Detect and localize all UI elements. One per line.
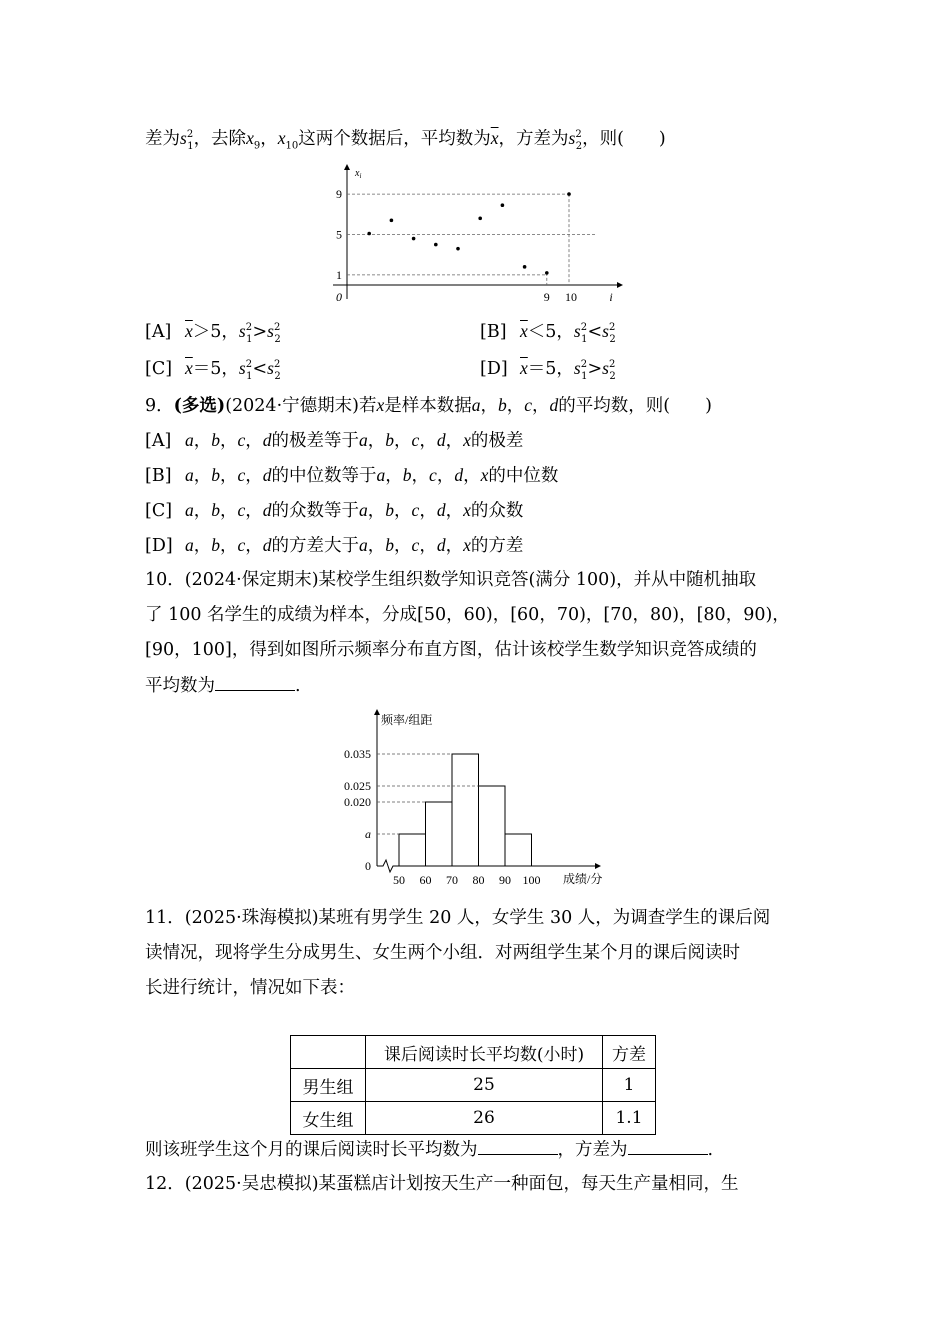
x-tick-label: 100 xyxy=(522,873,541,887)
x-tick-label: 70 xyxy=(446,873,458,887)
table-cell: 1 xyxy=(603,1069,656,1102)
x-tick-label: 0 xyxy=(336,290,342,304)
data-point xyxy=(390,219,394,223)
table-cell: 25 xyxy=(366,1069,603,1102)
y-tick-label: 0.025 xyxy=(344,779,371,793)
table-header-cell: 课后阅读时长平均数(小时) xyxy=(366,1036,603,1069)
table-cell: 26 xyxy=(366,1102,603,1135)
q8-intro: 差为$s^2_1$，去除$x_9$，$x_{10}$这两个数据后，平均数为$\overline{x}$，方差为$s^2_2$，则( ) xyxy=(145,128,666,152)
q12-line1: 12．(2025·吴忠模拟)某蛋糕店计划按天生产一种面包，每天生产量相同，生 xyxy=(145,1174,739,1194)
histogram-bar xyxy=(505,834,532,866)
x-axis-arrow xyxy=(595,863,601,869)
y-tick-label: 5 xyxy=(336,227,342,242)
x-tick-label: 9 xyxy=(543,290,550,304)
answer-blank[interactable] xyxy=(215,672,295,691)
x-tick-label: 90 xyxy=(499,873,511,887)
y-tick-label: 0.035 xyxy=(344,747,371,761)
histogram-bar xyxy=(479,786,506,866)
data-point xyxy=(478,217,482,221)
y-axis-arrow xyxy=(374,709,380,715)
table-header-row xyxy=(291,1036,656,1069)
q11-line3: 长进行统计，情况如下表： xyxy=(145,978,355,998)
q10-line2: 了 100 名学生的成绩为样本，分成[50，60)，[60，70)，[70，80)，[80，90)， xyxy=(145,605,790,625)
q11-line1: 11．(2025·珠海模拟)某班有男学生 20 人，女学生 30 人，为调查学生的课后阅 xyxy=(145,908,771,928)
histogram-bar xyxy=(399,834,426,866)
q9-option-c: [C] a，b，c，d的众数等于a，b，c，d，x的众数 xyxy=(145,500,524,521)
data-point xyxy=(567,192,571,196)
histogram-bar xyxy=(426,802,453,866)
q8-option-d: [D] $\overline{x}=5$，$s^2_1>s^2_2$ xyxy=(480,358,616,382)
x-tick-label: 10 xyxy=(565,290,577,304)
table-cell: 1.1 xyxy=(603,1102,656,1135)
y-axis-arrow xyxy=(344,164,350,170)
data-point xyxy=(523,265,527,269)
data-point xyxy=(412,237,416,241)
q10-line4: 平均数为 . xyxy=(145,672,301,699)
q8-option-b: [B] $\overline{x}<5$，$s^2_1<s^2_2$ xyxy=(480,321,616,345)
x-axis-arrow xyxy=(617,282,623,288)
scatter-figure xyxy=(325,160,625,308)
table-row xyxy=(291,1102,656,1135)
y-tick-label: 0.020 xyxy=(344,795,371,809)
reading-table xyxy=(290,1035,656,1135)
q11-line2: 读情况，现将学生分成男生、女生两个小组．对两组学生某个月的课后阅读时 xyxy=(145,943,740,963)
q11-answer-line: 则该班学生这个月的课后阅读时长平均数为 ，方差为 . xyxy=(145,1136,713,1163)
y-axis-label: 频率/组距 xyxy=(381,713,433,727)
table-header-cell xyxy=(291,1036,366,1069)
data-point xyxy=(456,247,460,251)
table-cell: 男生组 xyxy=(291,1069,366,1102)
x-axis-label: i xyxy=(609,290,613,304)
q8-option-c: [C] $\overline{x}=5$，$s^2_1<s^2_2$ xyxy=(145,358,281,382)
x-tick-label: 50 xyxy=(393,873,405,887)
x-tick-label: 60 xyxy=(419,873,432,887)
q9-option-b: [B] a，b，c，d的中位数等于a，b，c，d，x的中位数 xyxy=(145,465,559,486)
q8-option-a: [A] $\overline{x}>5$，$s^2_1>s^2_2$ xyxy=(145,321,281,345)
q9-option-d: [D] a，b，c，d的方差大于a，b，c，d，x的方差 xyxy=(145,535,524,556)
table-header-cell: 方差 xyxy=(603,1036,656,1069)
table-row xyxy=(291,1069,656,1102)
table-cell: 女生组 xyxy=(291,1102,366,1135)
answer-blank-mean[interactable] xyxy=(478,1136,558,1155)
y-tick-label: a xyxy=(365,827,371,841)
histogram-bar xyxy=(452,754,479,866)
x-axis-label: 成绩/分 xyxy=(563,872,603,886)
q9-option-a: [A] a，b，c，d的极差等于a，b，c，d，x的极差 xyxy=(145,430,524,451)
q10-line1: 10．(2024·保定期末)某校学生组织数学知识竞答(满分 100)，并从中随机抽取 xyxy=(145,570,757,590)
data-point xyxy=(545,271,549,275)
data-point xyxy=(501,203,505,207)
x-tick-label: 80 xyxy=(472,873,485,887)
y-tick-label: 1 xyxy=(336,267,342,282)
answer-blank-variance[interactable] xyxy=(628,1136,708,1155)
q10-line3: [90，100]，得到如图所示频率分布直方图，估计该校学生数学知识竞答成绩的 xyxy=(145,640,757,660)
q9-stem: 9．(多选)(2024·宁德期末)若x是样本数据a，b，c，d的平均数，则( ) xyxy=(145,395,712,416)
y-tick-label: 0 xyxy=(365,859,371,873)
data-point xyxy=(434,243,438,247)
y-axis-label: $x_i$ xyxy=(355,168,362,180)
data-point xyxy=(367,232,371,236)
histogram-figure xyxy=(325,706,625,890)
y-tick-label: 9 xyxy=(336,187,342,202)
